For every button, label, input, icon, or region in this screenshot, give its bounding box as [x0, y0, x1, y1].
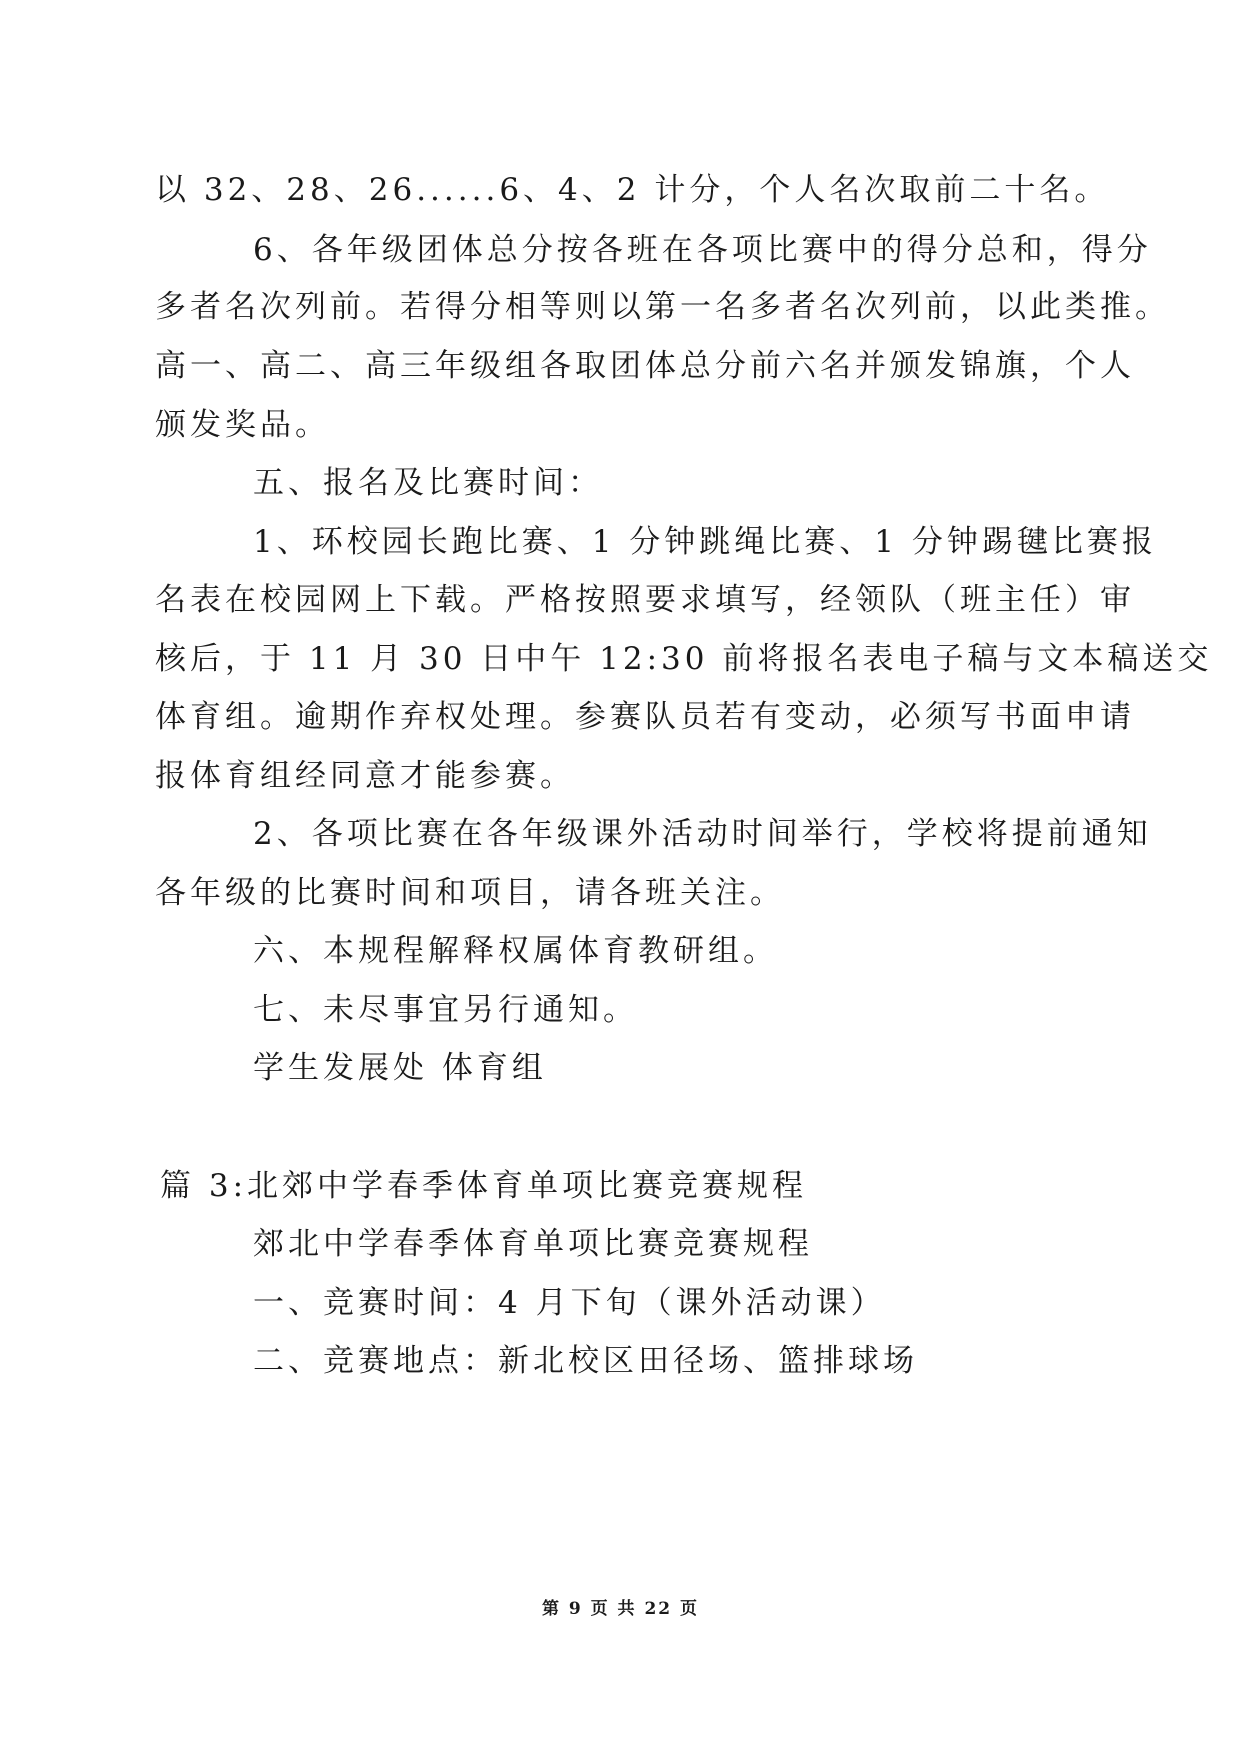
- paragraph-line: 名表在校园网上下载。严格按照要求填写，经领队（班主任）审: [155, 582, 1135, 618]
- article-title: 郊北中学春季体育单项比赛竞赛规程: [253, 1226, 813, 1262]
- paragraph-line: 核后，于 11 月 30 日中午 12:30 前将报名表电子稿与文本稿送交: [155, 641, 1213, 677]
- paragraph-line: 一、竞赛时间：4 月下旬（课外活动课）: [253, 1285, 886, 1321]
- paragraph-line: 以 32、28、26......6、4、2 计分，个人名次取前二十名。: [155, 172, 1110, 208]
- paragraph-line: 高一、高二、高三年级组各取团体总分前六名并颁发锦旗，个人: [155, 348, 1135, 384]
- paragraph-line: 6、各年级团体总分按各班在各项比赛中的得分总和，得分: [253, 232, 1152, 268]
- signature-line: 学生发展处 体育组: [253, 1050, 547, 1086]
- paragraph-line: 1、环校园长跑比赛、1 分钟跳绳比赛、1 分钟踢毽比赛报: [253, 524, 1157, 560]
- paragraph-line: 颁发奖品。: [155, 407, 330, 443]
- section-heading: 五、报名及比赛时间：: [253, 465, 603, 501]
- paragraph-line: 报体育组经同意才能参赛。: [155, 758, 575, 794]
- paragraph-line: 六、本规程解释权属体育教研组。: [253, 933, 778, 969]
- paragraph-line: 2、各项比赛在各年级课外活动时间举行，学校将提前通知: [253, 816, 1152, 852]
- paragraph-line: 各年级的比赛时间和项目，请各班关注。: [155, 875, 785, 911]
- paragraph-line: 体育组。逾期作弃权处理。参赛队员若有变动，必须写书面申请: [155, 699, 1135, 735]
- page-number-footer: 第 9 页 共 22 页: [541, 1599, 700, 1619]
- paragraph-line: 二、竞赛地点：新北校区田径场、篮排球场: [253, 1343, 918, 1379]
- paragraph-line: 七、未尽事宜另行通知。: [253, 992, 638, 1028]
- paragraph-line: 多者名次列前。若得分相等则以第一名多者名次列前，以此类推。: [155, 289, 1170, 325]
- article-heading: 篇 3:北郊中学春季体育单项比赛竞赛规程: [160, 1168, 808, 1204]
